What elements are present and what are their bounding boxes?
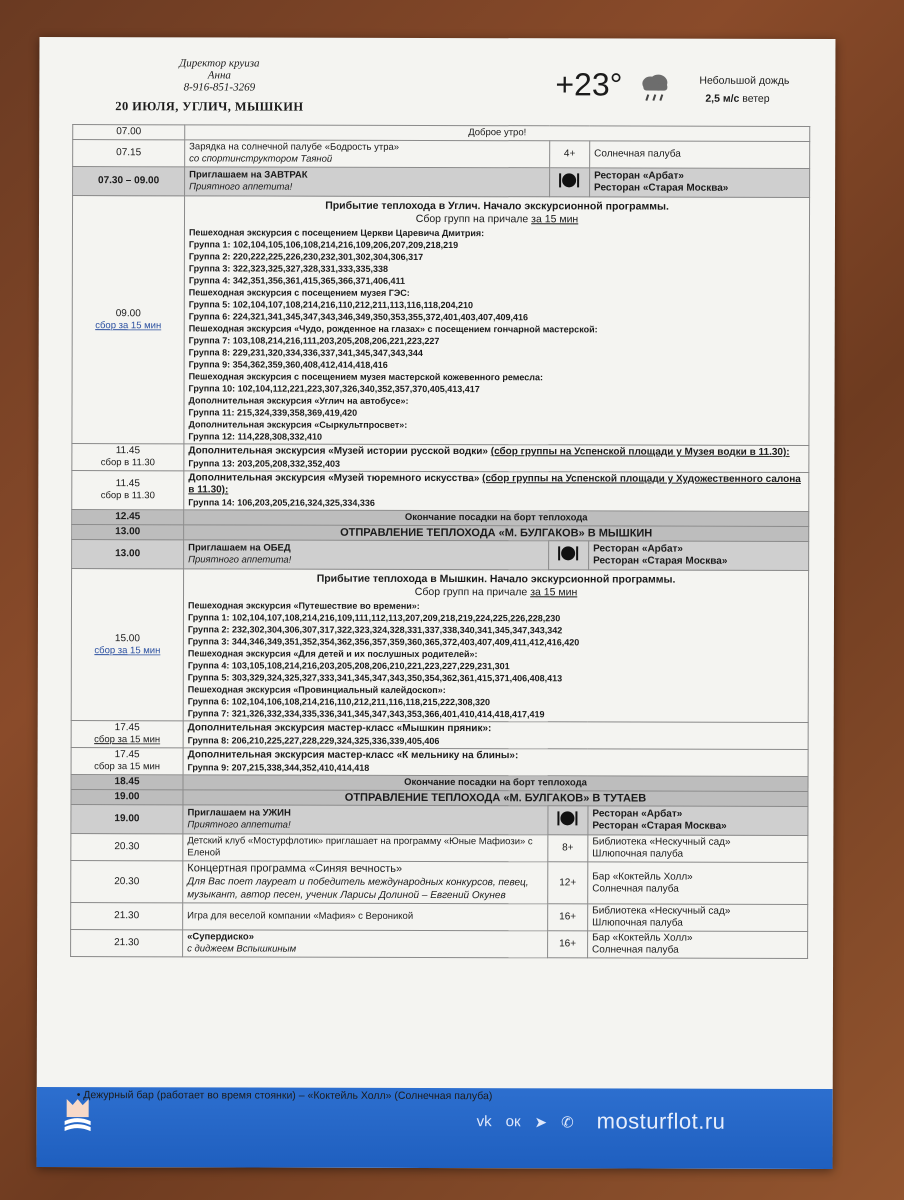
group-line: Группа 7: 321,326,332,334,335,336,341,345,347,343,353,366,401,410,414,418,417,419 — [187, 708, 545, 720]
group-line: Группа 1: 102,104,107,108,214,216,109,111,112,113,207,209,218,219,224,225,226,228,230 — [187, 612, 561, 624]
table-row — [72, 540, 809, 571]
schedule-sheet — [37, 37, 836, 1169]
gather-note: сбор в 11.30 — [100, 490, 155, 502]
group-line: Группа 1: 102,104,105,106,108,214,216,109,206,207,209,218,219 — [188, 239, 459, 251]
time-cell — [71, 748, 183, 775]
event-cell: Детский клуб «Мостурфлотик» приглашает на программу «Юные Мафиози» с Еленой — [183, 834, 548, 862]
table-row — [72, 471, 809, 512]
event-cell: Доброе утро! — [185, 125, 810, 142]
gather-time: за 15 мин — [531, 213, 579, 226]
excursion-block — [184, 471, 809, 512]
excursion-title: Дополнительная экскурсия «Музей тюремного искусства» — [188, 472, 483, 485]
table-row — [73, 140, 810, 169]
time-value: 17.45 — [114, 722, 140, 734]
group-line: Группа 5: 102,104,107,108,214,216,110,212,211,113,116,118,204,210 — [188, 299, 474, 311]
time-value: 11.45 — [115, 445, 141, 457]
group-line: Группа 12: 114,228,308,332,410 — [188, 431, 323, 442]
venue-2: Ресторан «Старая Москва» — [594, 182, 729, 194]
group-line: Группа 6: 102,104,106,108,214,216,110,212,211,116,118,215,222,308,320 — [187, 696, 491, 708]
gather-note: сбор за 15 мин — [94, 644, 161, 656]
venue-2: Ресторан «Старая Москва» — [592, 820, 727, 832]
group-line: Пешеходная экскурсия с посещением музея ГЭС: — [188, 287, 410, 298]
gather-text: Сбор групп на причале — [414, 585, 531, 599]
event-sub: Приятного аппетита! — [187, 819, 291, 831]
group-line: Группа 9: 354,362,359,360,408,412,414,418,416 — [188, 359, 388, 370]
time-cell: 12.45 — [72, 510, 184, 525]
time-cell: 18.45 — [71, 775, 183, 790]
gather-time: за 15 мин — [530, 586, 578, 599]
event-cell — [183, 805, 548, 835]
date-location: 20 ИЮЛЯ, УГЛИЧ, МЫШКИН — [115, 99, 304, 114]
event-sub: Приятного аппетита! — [188, 554, 292, 566]
gather-note: сбор в 11.30 — [100, 457, 155, 469]
event-title: Приглашаем на ОБЕД — [188, 542, 291, 554]
director-block — [139, 57, 299, 93]
group-line: Пешеходная экскурсия «Чудо, рожденное на глазах» с посещением гончарной мастерской: — [188, 323, 598, 335]
group-line: Пешеходная экскурсия «Для детей и их послушных родителей»: — [187, 648, 478, 660]
excursion-title: Дополнительная экскурсия «Музей истории русской водки» — [188, 445, 491, 458]
time-cell — [71, 569, 183, 721]
group-line: Группа 6: 224,321,341,345,347,343,346,349,350,353,355,372,401,403,407,409,416 — [188, 311, 529, 323]
time-value: 09.00 — [115, 307, 141, 319]
time-cell: 13.00 — [72, 540, 184, 569]
group-line: Группа 8: 206,210,225,227,228,229,324,325,336,339,405,406 — [187, 735, 440, 747]
time-value: 15.00 — [114, 632, 140, 644]
group-line: Группа 7: 103,108,214,216,111,203,205,208,206,221,223,227 — [188, 335, 440, 347]
excursion-block — [184, 196, 810, 446]
event-description: Для Вас поет лауреат и победитель международных конкурсов, певец, музыкант, автор песен, ученик Ларисы Долиной – Евгений Окунев — [187, 876, 529, 902]
venue-1: Бар «Коктейль Холл» — [592, 870, 693, 883]
age-rating: 8+ — [548, 835, 588, 862]
age-rating: 16+ — [548, 904, 588, 931]
venue-2: Солнечная палуба — [592, 944, 679, 956]
wind-info — [705, 93, 769, 105]
venue-2: Шлюпочная палуба — [592, 917, 683, 929]
event-cell: ОТПРАВЛЕНИЕ ТЕПЛОХОДА «М. БУЛГАКОВ» В МЫШКИН — [184, 525, 809, 542]
group-line: Дополнительная экскурсия «Сыркультпросвет»: — [188, 419, 408, 430]
group-line: Дополнительная экскурсия «Углич на автобусе»: — [188, 395, 409, 406]
venue-cell — [588, 835, 808, 863]
gather-line — [189, 212, 805, 226]
weather-description: Небольшой дождь — [699, 74, 790, 87]
excursion-title: Дополнительная экскурсия мастер-класс «К мельнику на блины»: — [187, 749, 519, 762]
group-line: Группа 4: 103,105,108,214,216,203,205,208,206,210,221,223,227,229,231,301 — [187, 660, 510, 672]
time-cell: 19.00 — [71, 805, 183, 834]
event-cell — [183, 930, 548, 958]
venue-cell — [588, 931, 808, 959]
event-sub: Приятного аппетита! — [189, 181, 293, 193]
time-cell: 21.30 — [71, 903, 183, 930]
venue-1: Ресторан «Арбат» — [594, 170, 684, 182]
venue-cell — [588, 806, 808, 836]
event-title: Приглашаем на УЖИН — [187, 807, 291, 819]
event-cell: Окончание посадки на борт теплохода — [183, 775, 808, 792]
venue-cell — [589, 541, 809, 571]
event-cell: Окончание посадки на борт теплохода — [184, 510, 809, 527]
director-name: Анна — [207, 69, 231, 82]
venue-1: Ресторан «Арбат» — [592, 808, 683, 820]
rain-cloud-icon — [637, 71, 671, 110]
time-cell: 21.30 — [71, 930, 183, 957]
venue-2: Шлюпочная палуба — [592, 848, 684, 860]
table-row — [71, 834, 808, 863]
venue-1: Библиотека «Нескучный сад» — [592, 905, 731, 917]
excursion-block — [183, 748, 808, 777]
time-value: 17.45 — [114, 749, 140, 761]
group-line: Группа 8: 229,231,320,334,336,337,341,345,347,343,344 — [188, 347, 423, 358]
header — [39, 37, 835, 129]
gather-line — [188, 585, 804, 599]
table-row — [71, 861, 808, 905]
venue-cell — [590, 168, 810, 198]
group-line: Группа 13: 203,205,208,332,352,403 — [188, 458, 341, 469]
event-title: Концертная программа «Синяя вечность» — [187, 862, 403, 875]
group-line: Группа 5: 303,329,324,325,327,333,341,345,347,343,350,354,362,361,415,371,406,408,413 — [187, 672, 563, 684]
temperature: +23° — [555, 66, 623, 103]
group-line: Группа 2: 232,302,304,306,307,317,322,323,324,328,331,337,338,340,341,345,347,343,342 — [187, 624, 563, 636]
table-row — [71, 748, 808, 777]
age-rating: 16+ — [548, 931, 588, 958]
time-cell: 19.00 — [71, 790, 183, 805]
group-line: Пешеходная экскурсия «Провинциальный калейдоскоп»: — [187, 684, 446, 696]
event-title: Приглашаем на ЗАВТРАК — [189, 169, 308, 181]
venue-1: Библиотека «Нескучный сад» — [592, 836, 731, 848]
table-row — [71, 805, 808, 836]
time-cell: 07.15 — [73, 140, 185, 167]
age-rating: 4+ — [550, 141, 590, 168]
time-cell — [72, 471, 184, 510]
table-row — [71, 569, 808, 723]
footnote: • Дежурный бар (работает во время стоянки) – «Коктейль Холл» (Солнечная палуба) — [76, 1089, 493, 1103]
excursion-block — [183, 569, 808, 723]
event-cell — [184, 540, 549, 570]
odnoklassniki-icon[interactable]: ок — [505, 1113, 521, 1131]
time-value: 11.45 — [115, 478, 140, 490]
excursion-block — [183, 721, 808, 750]
excursion-block — [184, 444, 809, 473]
time-cell — [72, 196, 185, 444]
vk-icon[interactable]: vk — [476, 1113, 492, 1131]
group-line: Пешеходная экскурсия с посещением Церкви Царевича Дмитрия: — [188, 227, 485, 239]
venue-cell: Солнечная палуба — [590, 141, 810, 169]
group-line: Группа 4: 342,351,356,361,415,365,366,371,406,411 — [188, 275, 406, 286]
event-host: с диджеем Вспышкиным — [187, 943, 297, 955]
gather-note: сбор за 15 мин — [94, 761, 161, 773]
cutlery-icon — [548, 806, 588, 835]
venue-1: Бар «Коктейль Холл» — [592, 932, 693, 944]
time-cell: 07.00 — [73, 125, 185, 140]
table-row — [71, 930, 808, 959]
group-line: Группа 10: 102,104,112,221,223,307,326,340,352,357,370,405,413,417 — [188, 383, 480, 395]
schedule-table — [70, 124, 810, 959]
director-phone: 8-916-851-3269 — [183, 81, 256, 94]
gather-note: сбор за 15 мин — [94, 734, 161, 746]
event-cell: ОТПРАВЛЕНИЕ ТЕПЛОХОДА «М. БУЛГАКОВ» В ТУТАЕВ — [183, 790, 808, 807]
cutlery-icon — [549, 541, 589, 570]
event-cell — [183, 861, 548, 904]
event-title: Зарядка на солнечной палубе «Бодрость утра» — [189, 141, 400, 153]
event-cell: Игра для веселой компании «Мафия» с Вероникой — [183, 903, 548, 931]
time-cell — [71, 721, 183, 748]
director-title: Директор круиза — [179, 57, 260, 70]
wind-speed: 2,5 м/с — [705, 92, 740, 105]
block-heading: Прибытие теплохода в Углич. Начало экскурсионной программы. — [325, 199, 669, 213]
time-cell: 07.30 – 09.00 — [73, 167, 185, 196]
time-cell — [72, 444, 184, 471]
social-links — [477, 1113, 574, 1131]
time-cell: 13.00 — [72, 525, 184, 540]
group-line: Группа 9: 207,215,338,344,352,410,414,418 — [187, 762, 370, 773]
group-line: Пешеходная экскурсия «Путешествие во времени»: — [187, 600, 420, 611]
event-cell — [185, 167, 550, 197]
group-line: Группа 14: 106,203,205,216,324,325,334,336 — [188, 497, 375, 508]
time-cell: 20.30 — [71, 861, 183, 903]
gather-text: Сбор групп на причале — [415, 212, 532, 226]
gather-note: сбор за 15 мин — [95, 319, 162, 331]
gather-location: (сбор группы на Успенской площади у Художественного салона в 11.30): — [188, 473, 801, 496]
venue-2: Солнечная палуба — [592, 882, 679, 895]
group-line: Группа 3: 344,346,349,351,352,354,362,356,357,359,360,365,372,403,407,409,411,412,416,420 — [187, 636, 580, 648]
table-row — [71, 903, 808, 932]
excursion-title: Дополнительная экскурсия мастер-класс «Мышкин пряник»: — [187, 722, 492, 735]
block-heading: Прибытие теплохода в Мышкин. Начало экскурсионной программы. — [316, 572, 676, 586]
venue-cell — [588, 862, 808, 905]
table-row — [72, 444, 809, 473]
table-row — [72, 196, 810, 446]
time-cell: 20.30 — [71, 834, 183, 861]
venue-2: Ресторан «Старая Москва» — [593, 555, 728, 567]
event-title: «Супердиско» — [187, 931, 255, 943]
event-host: со спортинструктором Таяной — [189, 153, 333, 165]
cutlery-icon — [550, 168, 590, 197]
group-line: Группа 2: 220,222,225,226,230,232,301,302,304,306,317 — [188, 251, 424, 262]
group-line: Группа 11: 215,324,339,358,369,419,420 — [188, 407, 358, 418]
group-line: Группа 3: 322,323,325,327,328,331,333,335,338 — [188, 263, 389, 274]
viber-icon[interactable]: ✆ — [561, 1114, 574, 1132]
age-rating: 12+ — [548, 862, 588, 904]
wind-label: ветер — [742, 92, 770, 105]
website-link[interactable]: mosturflot.ru — [596, 1108, 726, 1134]
table-row — [73, 167, 810, 198]
event-cell — [185, 140, 550, 168]
telegram-icon[interactable]: ➤ — [534, 1114, 548, 1132]
mosturflot-logo — [63, 1095, 93, 1140]
gather-location: (сбор группы на Успенской площади у Музея водки в 11.30): — [490, 446, 790, 458]
group-line: Пешеходная экскурсия с посещением музея мастерской кожевенного ремесла: — [188, 371, 544, 383]
venue-cell — [588, 904, 808, 932]
table-row — [71, 721, 808, 750]
venue-1: Ресторан «Арбат» — [593, 543, 683, 555]
